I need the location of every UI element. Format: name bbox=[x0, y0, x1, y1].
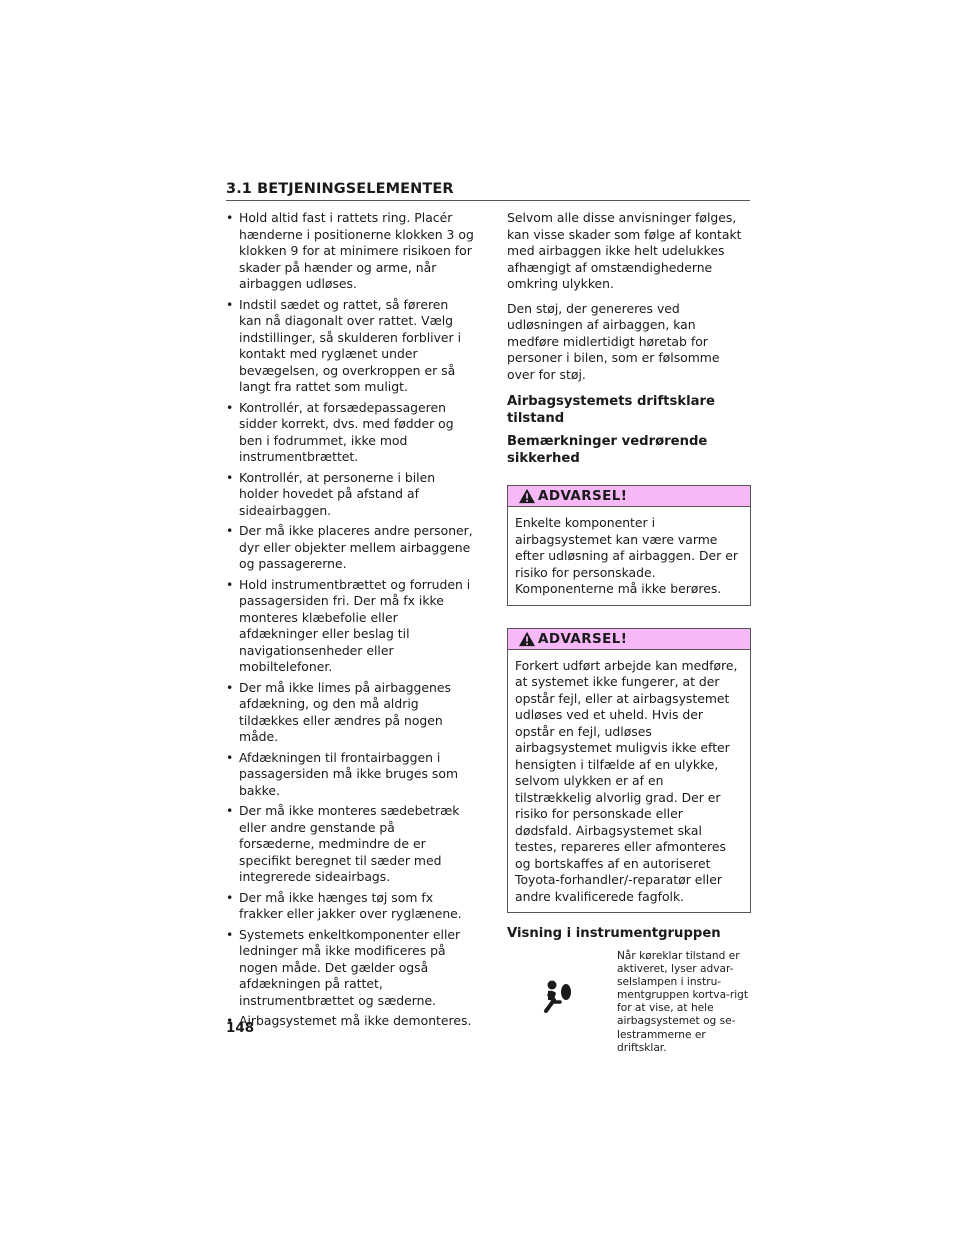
indicator-description: Når køreklar tilstand er aktiveret, lyser advar-selslampen i instru-mentgruppen kortva-rigt for at vise, at hele airbagsystemet og se-lestrammerne er driftsklar. bbox=[617, 950, 749, 1054]
list-item: • Systemets enkeltkomponenter eller ledninger må ikke modificeres på nogen måde. Det gælder også afdækningen på rattet, instrumentbrættet og sæderne. bbox=[226, 927, 474, 1010]
section-title: 3.1 BETJENINGSELEMENTER bbox=[226, 181, 454, 197]
list-item: • Indstil sædet og rattet, så føreren kan nå diagonalt over rattet. Vælg indstillinger, så skulderen forbliver i kontakt med ryglænet under bevægelsen, og overkroppen er så langt fra rattet som muligt. bbox=[226, 297, 474, 396]
left-column bbox=[226, 210, 474, 1034]
paragraph: Selvom alle disse anvisninger følges, kan visse skader som følge af kontakt med airbaggen ikke helt udelukkes afhængigt af omstændighederne omkring ulykken. bbox=[507, 210, 742, 291]
heading-instrumentgruppen: Visning i instrumentgruppen bbox=[507, 926, 721, 941]
warning-box bbox=[507, 485, 751, 606]
warning-text: Enkelte komponenter i airbagsystemet kan være varme efter udløsning af airbaggen. Der er risiko for personskade. Komponenterne må ikke berøres. bbox=[515, 515, 738, 596]
warning-header bbox=[508, 486, 750, 507]
heading-driftsklar: Airbagsystemets driftsklare tilstand bbox=[507, 394, 715, 426]
safety-bullet-list bbox=[226, 210, 474, 1030]
list-item: • Kontrollér, at personerne i bilen holder hovedet på afstand af sideairbaggen. bbox=[226, 470, 474, 520]
list-item: • Airbagsystemet må ikke demonteres. bbox=[226, 1013, 474, 1030]
section-header bbox=[226, 178, 750, 201]
list-item: • Kontrollér, at forsædepassageren sidder korrekt, dvs. med fødder og ben i fodrummet, ikke mod instrumentbrættet. bbox=[226, 400, 474, 466]
warning-triangle-icon bbox=[518, 488, 536, 504]
page-number: 148 bbox=[226, 1020, 255, 1036]
list-item: • Der må ikke monteres sædebetræk eller andre genstande på forsæderne, medmindre de er specifikt beregnet til sæder med integrerede sideairbags. bbox=[226, 803, 474, 886]
warning-label: ADVARSEL! bbox=[538, 630, 628, 647]
list-item: • Hold altid fast i rattets ring. Placér hænderne i positionerne klokken 3 og klokken 9 for at minimere risikoen for skader på hænder og arme, når airbaggen udløses. bbox=[226, 210, 474, 293]
warning-triangle-icon bbox=[518, 631, 536, 647]
paragraph: Den støj, der genereres ved udløsningen af airbaggen, kan medføre midlertidigt høretab for personer i bilen, som er følsomme over for støj. bbox=[507, 300, 720, 382]
right-column bbox=[507, 210, 751, 1068]
list-item: • Der må ikke hænges tøj som fx frakker eller jakker over ryglænene. bbox=[226, 890, 474, 923]
list-item: • Der må ikke limes på airbaggenes afdækning, og den må aldrig tildækkes eller ændres på nogen måde. bbox=[226, 680, 474, 746]
airbag-warning-icon bbox=[540, 978, 576, 1014]
heading-sikkerhed: Bemærkninger vedrørende sikkerhed bbox=[507, 434, 708, 466]
warning-box bbox=[507, 628, 751, 914]
warning-label: ADVARSEL! bbox=[538, 488, 628, 504]
list-item: • Hold instrumentbrættet og forruden i passagersiden fri. Der må fx ikke monteres klæbefolie eller afdækninger eller beslag til navigationsenheder eller mobiltelefoner. bbox=[226, 577, 474, 676]
warning-header bbox=[508, 629, 750, 650]
list-item: • Afdækningen til frontairbaggen i passagersiden må ikke bruges som bakke. bbox=[226, 750, 474, 800]
indicator-row bbox=[507, 948, 751, 1068]
list-item: • Der må ikke placeres andre personer, dyr eller objekter mellem airbaggene og passagererne. bbox=[226, 523, 474, 573]
warning-text: Forkert udført arbejde kan medføre, at systemet ikke fungerer, at der opstår fejl, eller at airbagsystemet udløses ved et uheld. Hvis der opstår en fejl, udløses airbagsystemet muligvis ikke efter hensigten i tilfælde af en ulykke, selvom ulykken er af en tilstrækkelig alvorlig grad. Der er risiko for personskade eller dødsfald. Airbagsystemet skal testes, repareres eller afmonteres og bortskaffes af en autoriseret Toyota-forhandler/-reparatør eller andre kvalificerede fagfolk. bbox=[515, 657, 738, 904]
